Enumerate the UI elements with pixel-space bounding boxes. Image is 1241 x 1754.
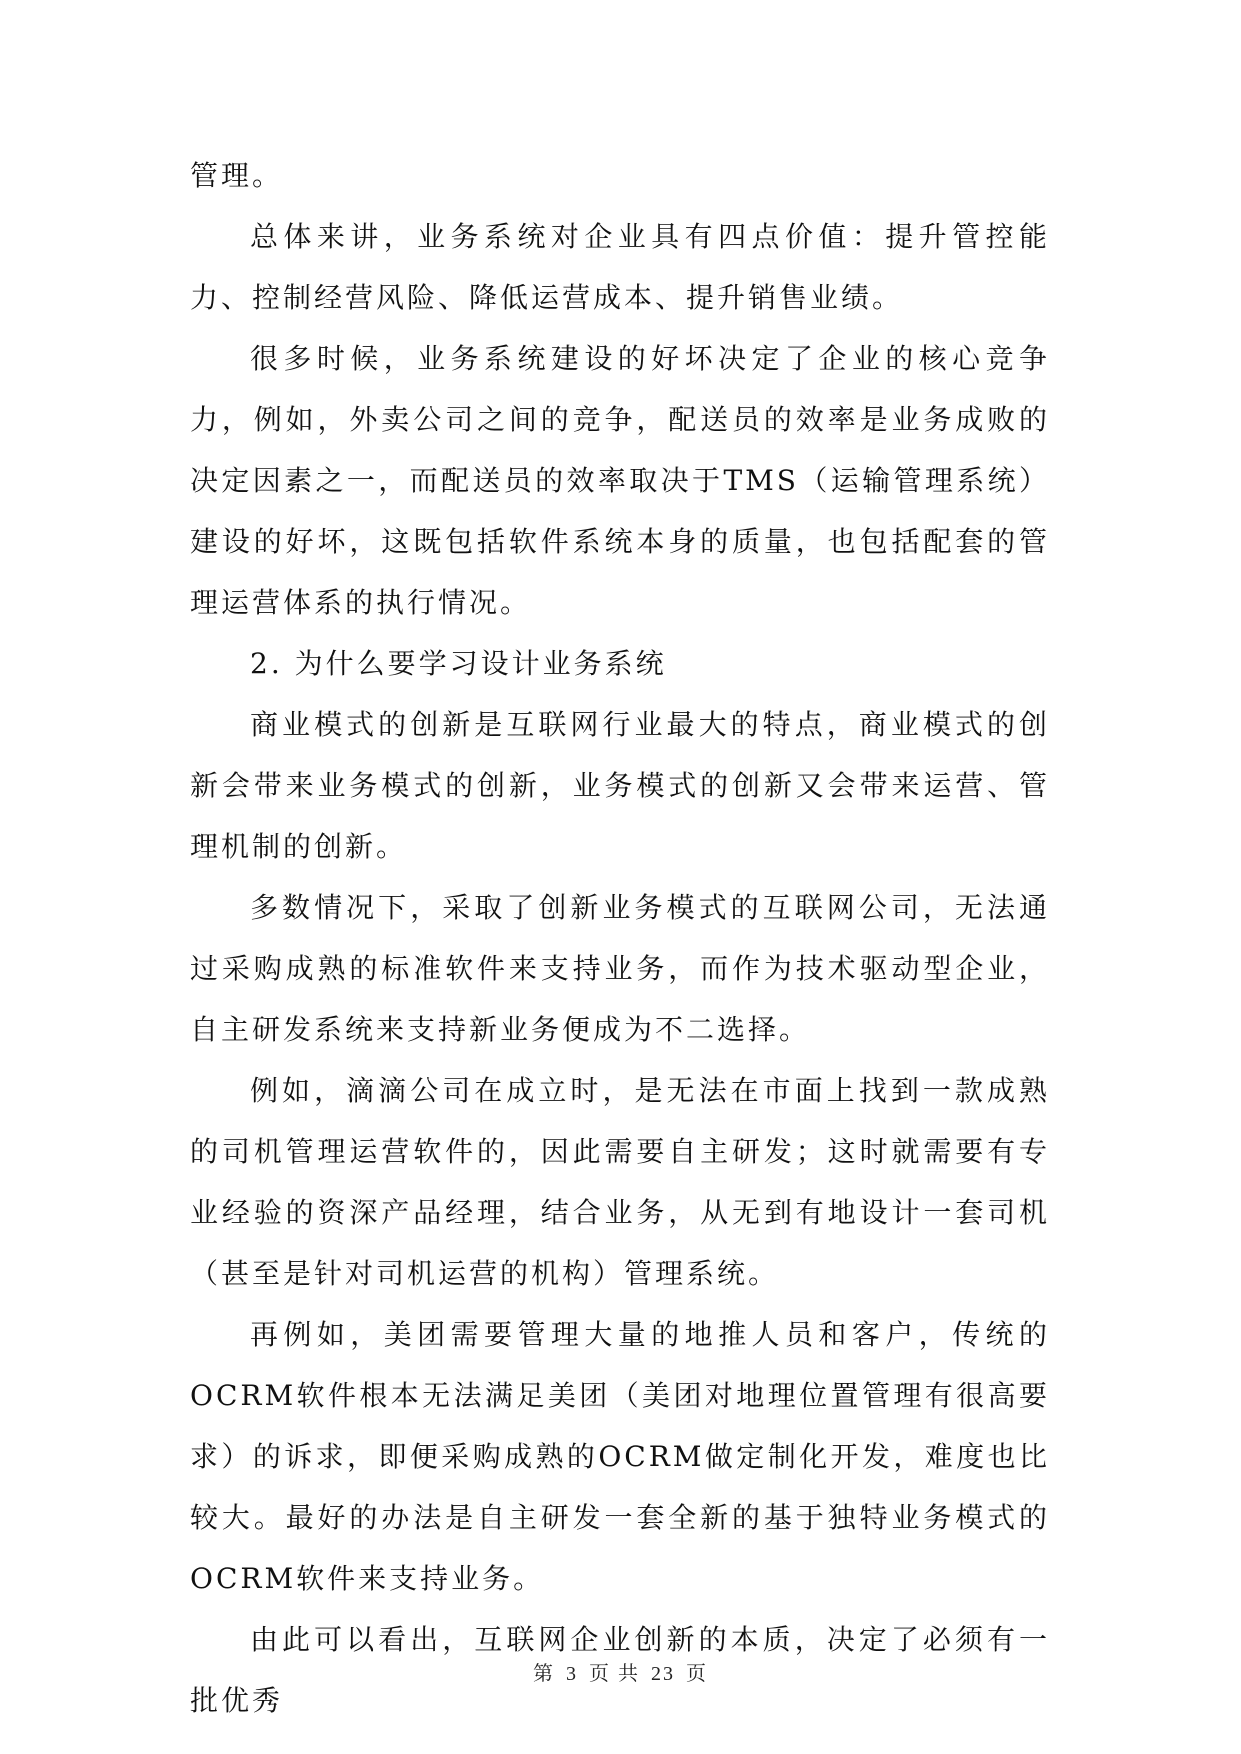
footer-middle: 页 共 bbox=[589, 1663, 640, 1685]
footer-suffix: 页 bbox=[686, 1663, 708, 1685]
paragraph-self-development: 多数情况下，采取了创新业务模式的互联网公司，无法通过采购成熟的标准软件来支持业务，而作为技术驱动型企业，自主研发系统来支持新业务便成为不二选择。 bbox=[190, 891, 1050, 1046]
section-heading: 2. 为什么要学习设计业务系统 bbox=[250, 647, 667, 680]
paragraph-conclusion: 由此可以看出，互联网企业创新的本质，决定了必须有一批优秀 bbox=[190, 1623, 1050, 1717]
paragraph-business-innovation: 商业模式的创新是互联网行业最大的特点，商业模式的创新会带来业务模式的创新，业务模式的创新又会带来运营、管理机制的创新。 bbox=[190, 708, 1050, 863]
paragraph-meituan-example: 再例如，美团需要管理大量的地推人员和客户，传统的OCRM软件根本无法满足美团（美团对地理位置管理有很高要求）的诉求，即便采购成熟的OCRM做定制化开发，难度也比较大。最好的办法是自主研发一套全新的基于独特业务模式的OCRM软件来支持业务。 bbox=[190, 1318, 1050, 1595]
current-page-number: 3 bbox=[566, 1663, 578, 1685]
paragraph-didi-example: 例如，滴滴公司在成立时，是无法在市面上找到一款成熟的司机管理运营软件的，因此需要自主研发；这时就需要有专业经验的资深产品经理，结合业务，从无到有地设计一套司机（甚至是针对司机运营的机构）管理系统。 bbox=[190, 1074, 1050, 1290]
total-page-count: 23 bbox=[651, 1663, 675, 1685]
paragraph-value-summary: 总体来讲，业务系统对企业具有四点价值：提升管控能力、控制经营风险、降低运营成本、提升销售业绩。 bbox=[190, 220, 1050, 314]
page-footer bbox=[0, 1657, 1241, 1686]
body-text bbox=[190, 145, 1050, 1731]
paragraph-continuation: 管理。 bbox=[190, 159, 284, 192]
paragraph-core-competitiveness: 很多时候，业务系统建设的好坏决定了企业的核心竞争力，例如，外卖公司之间的竞争，配送员的效率是业务成败的决定因素之一，而配送员的效率取决于TMS（运输管理系统）建设的好坏，这既包括软件系统本身的质量，也包括配套的管理运营体系的执行情况。 bbox=[190, 342, 1050, 619]
footer-prefix: 第 bbox=[533, 1663, 555, 1685]
